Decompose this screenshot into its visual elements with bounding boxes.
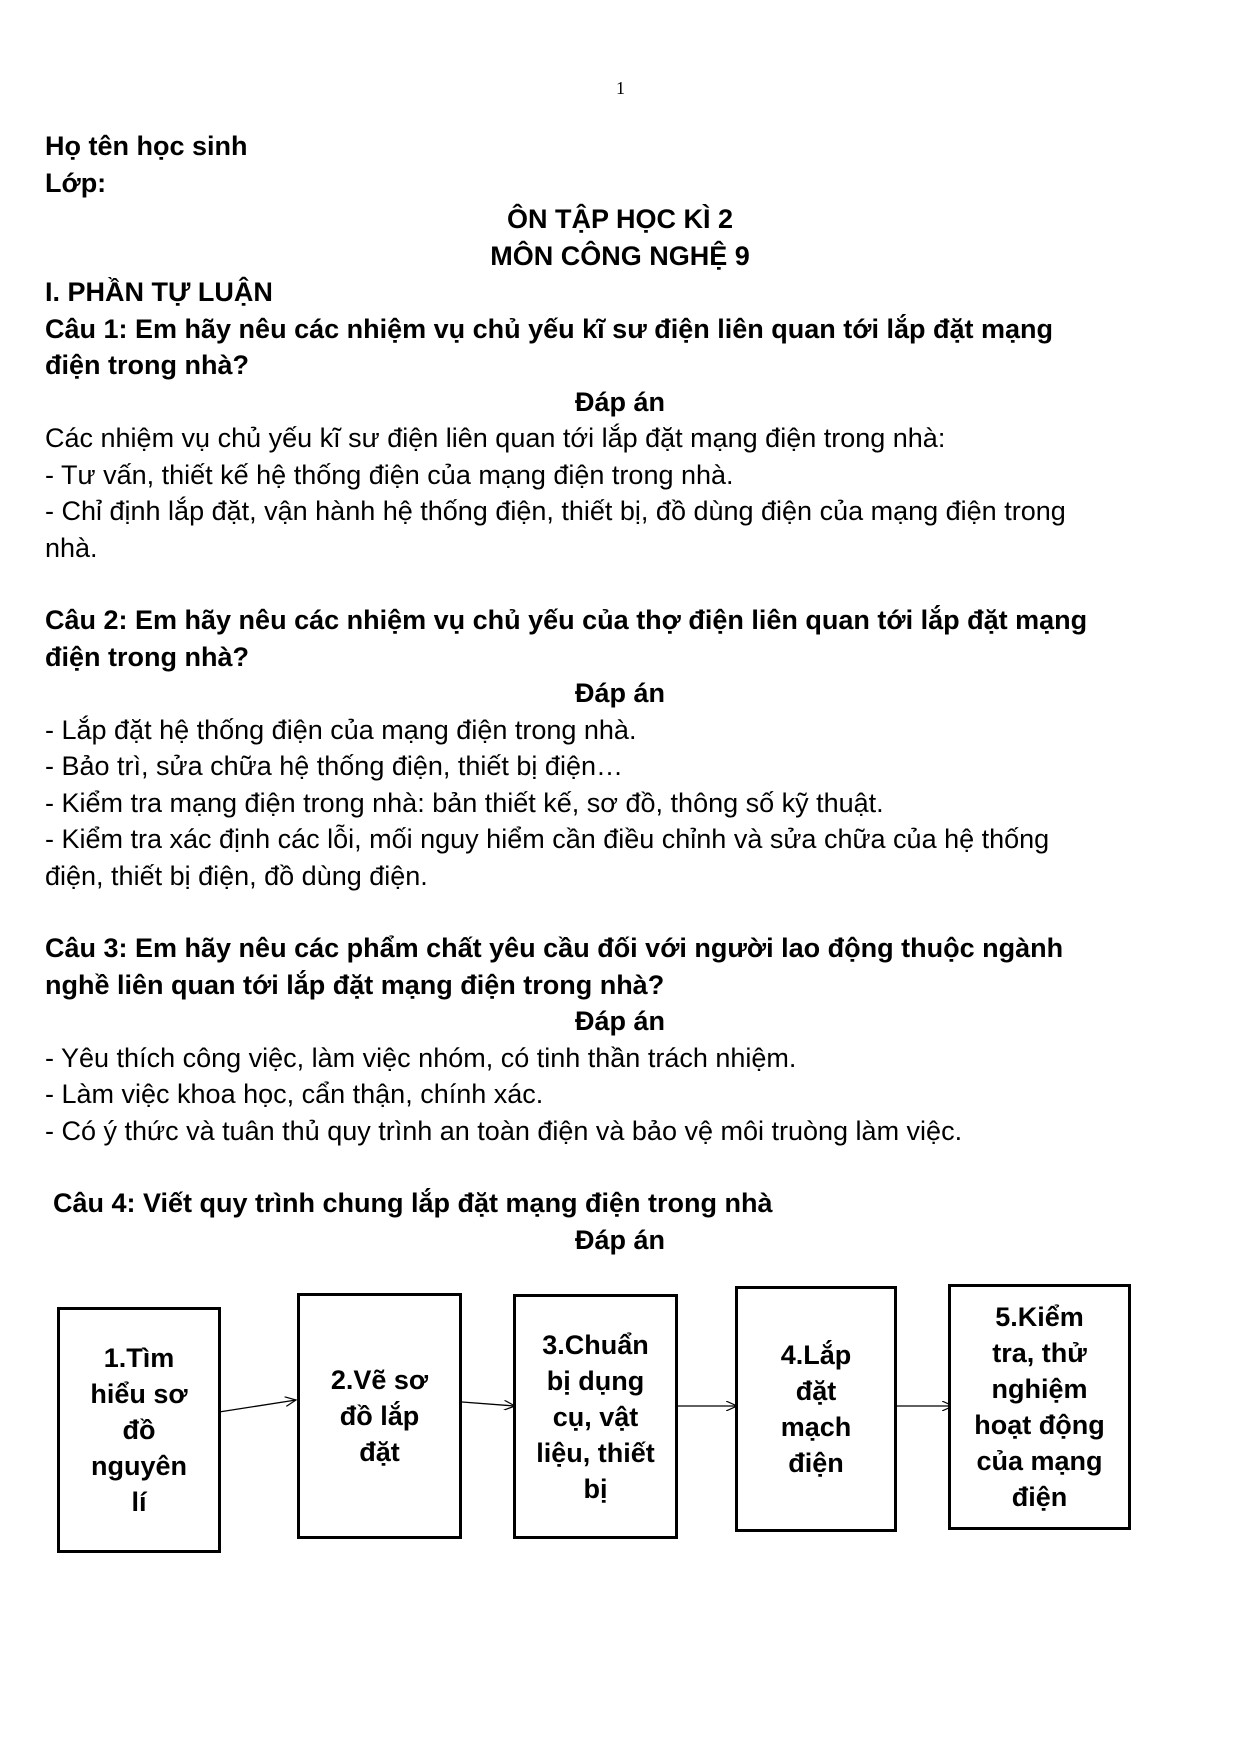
q1-text-line-2: điện trong nhà? — [45, 350, 249, 380]
q1-answer-line: - Chỉ định lắp đặt, vận hành hệ thống điện, thiết bị, đồ dùng điện của mạng điện trong — [45, 496, 1066, 526]
flow-step-5-line: của mạng — [976, 1446, 1103, 1476]
flow-step-1-line: 1.Tìm — [103, 1343, 175, 1373]
q3-answer-label: Đáp án — [574, 1006, 666, 1036]
flow-step-3-line: 3.Chuẩn — [542, 1329, 649, 1360]
q1-text-line-1: Câu 1: Em hãy nêu các nhiệm vụ chủ yếu kĩ sư điện liên quan tới lắp đặt mạng — [45, 313, 1053, 344]
q2-answer-line: - Lắp đặt hệ thống điện của mạng điện trong nhà. — [45, 714, 637, 745]
class-label: Lớp: — [45, 167, 107, 198]
flow-step-4 — [735, 1286, 897, 1532]
flow-step-1-line: hiểu sơ — [90, 1379, 188, 1409]
flow-step-1 — [57, 1307, 221, 1553]
q4-answer-label: Đáp án — [574, 1224, 666, 1255]
q2-answer-line: - Kiểm tra xác định các lỗi, mối nguy hiểm cần điều chỉnh và sửa chữa của hệ thống — [45, 824, 1050, 854]
flow-step-1-line: nguyên — [90, 1451, 187, 1481]
q1-answer-line: Các nhiệm vụ chủ yếu kĩ sư điện liên quan tới lắp đặt mạng điện trong nhà: — [45, 423, 946, 453]
flow-step-5-line: nghiệm — [991, 1374, 1088, 1404]
q2-text-line-2: điện trong nhà? — [45, 641, 249, 672]
q4-text: Câu 4: Viết quy trình chung lắp đặt mạng điện trong nhà — [53, 1188, 773, 1218]
q1-answer-line: nhà. — [45, 532, 98, 563]
flow-step-5-line: tra, thử — [992, 1338, 1087, 1368]
flow-step-4-line: 4.Lắp — [780, 1340, 852, 1370]
q3-answer-line: - Có ý thức và tuân thủ quy trình an toàn điện và bảo vệ môi truòng làm việc. — [45, 1115, 963, 1146]
q2-answer-line: - Bảo trì, sửa chữa hệ thống điện, thiết bị điện… — [45, 751, 623, 781]
flow-step-1-line: đồ — [122, 1415, 156, 1445]
flow-step-4-line: điện — [788, 1448, 844, 1478]
flow-step-2-line: đồ lắp — [339, 1401, 420, 1431]
q3-answer-line: - Làm việc khoa học, cẩn thận, chính xác. — [45, 1079, 544, 1109]
q3-answer-line: - Yêu thích công việc, làm việc nhóm, có tinh thần trách nhiệm. — [45, 1042, 797, 1073]
student-name-label: Họ tên học sinh — [45, 131, 248, 161]
title-line-1: ÔN TẬP HỌC KÌ 2 — [506, 204, 734, 234]
flow-step-4-line: mạch — [780, 1412, 852, 1442]
section-title: I. PHẦN TỰ LUẬN — [45, 277, 273, 307]
flow-step-4-line: đặt — [795, 1376, 837, 1406]
flow-arrow-1 — [219, 1400, 296, 1412]
q3-text-line-2: nghề liên quan tới lắp đặt mạng điện trong nhà? — [45, 969, 665, 1000]
q1-answer-line: - Tư vấn, thiết kế hệ thống điện của mạng điện trong nhà. — [45, 459, 734, 490]
document-body — [45, 128, 1195, 1258]
q2-answer-label: Đáp án — [574, 678, 666, 708]
flow-step-3 — [513, 1294, 678, 1539]
flow-step-3-line: liệu, thiết — [536, 1437, 655, 1468]
q3-text-line-1: Câu 3: Em hãy nêu các phẩm chất yêu cầu đối với người lao động thuộc ngành — [45, 933, 1064, 963]
flow-step-2-line: 2.Vẽ sơ — [330, 1365, 429, 1395]
q2-answer-line: - Kiểm tra mạng điện trong nhà: bản thiết kế, sơ đồ, thông số kỹ thuật. — [45, 787, 884, 818]
page-number: 1 — [616, 78, 625, 98]
flow-step-5-line: điện — [1011, 1482, 1068, 1512]
q2-text-line-1: Câu 2: Em hãy nêu các nhiệm vụ chủ yếu của thợ điện liên quan tới lắp đặt mạng — [45, 605, 1088, 635]
flow-step-5-line: 5.Kiểm — [995, 1302, 1084, 1332]
flow-step-3-line: bị dụng — [546, 1365, 645, 1396]
q2-answer-line: điện, thiết bị điện, đồ dùng điện. — [45, 860, 428, 891]
flow-step-2 — [297, 1293, 462, 1539]
flow-step-2-line: đặt — [359, 1437, 400, 1467]
title-line-2: MÔN CÔNG NGHỆ 9 — [490, 240, 750, 271]
flow-step-3-line: bị — [583, 1473, 608, 1504]
flow-step-3-line: cụ, vật — [552, 1401, 639, 1432]
flow-step-5 — [948, 1284, 1131, 1530]
flow-step-5-line: hoạt động — [974, 1410, 1105, 1440]
q1-answer-label: Đáp án — [574, 386, 666, 417]
flow-step-1-line: lí — [131, 1487, 147, 1517]
flow-arrow-2 — [462, 1402, 515, 1406]
